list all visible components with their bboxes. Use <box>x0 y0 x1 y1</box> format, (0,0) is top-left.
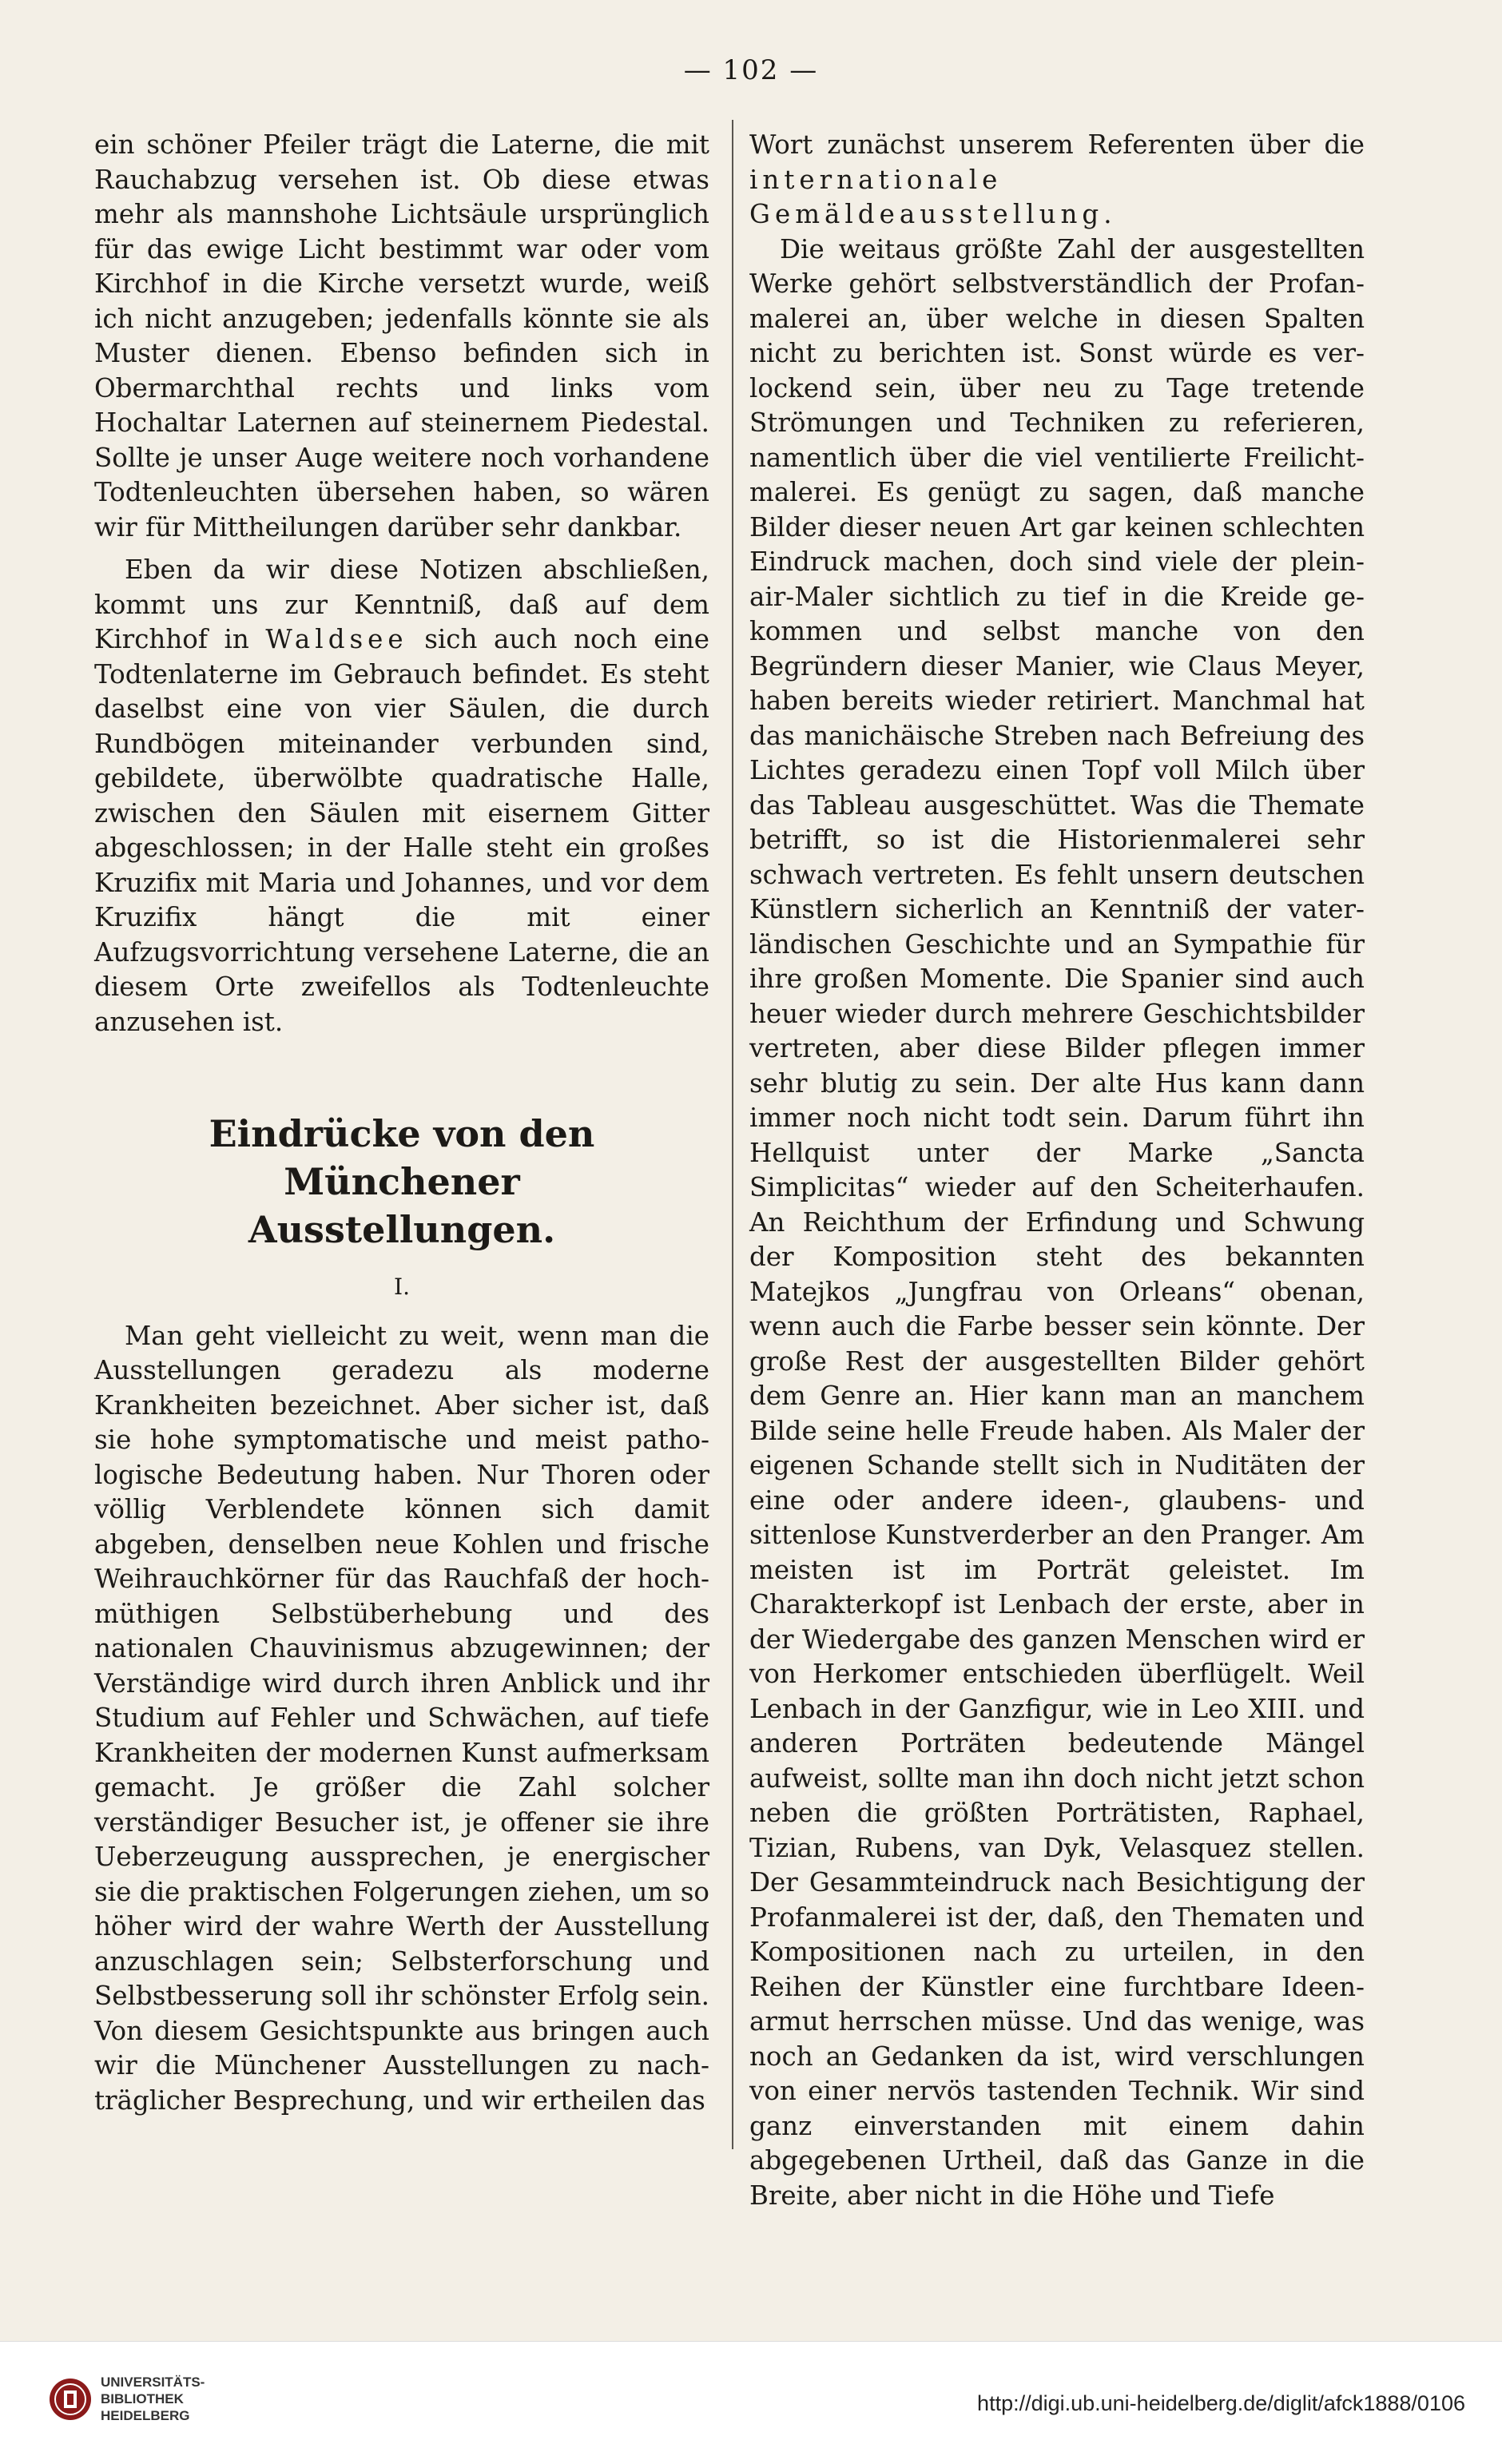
article-heading-line: Eindrücke von den Münchener <box>209 1112 595 1203</box>
paragraph: Die weitaus größte Zahl der ausgestellten Werke gehört selbstverständlich der Profanmalerei an, über welche in diesen Spalten nicht zu berichten ist. Sonst würde es verlockend sein, über neu zu Tage tretende Strömungen und Techniken zu referieren, namentlich über die viel ventilierte Freilichtmalerei. Es genügt zu sagen, daß manche Bilder dieser neuen Art gar keinen schlechten Eindruck machen, doch sind viele der plein-air-Maler sichtlich zu tief in die Kreide gekommen und selbst manche von den Begründern dieser Manier, wie Claus Meyer, haben bereits wieder retiriert. Manchmal hat das manichäische Streben nach Befreiung des Lichtes geradezu einen Topf voll Milch über das Tableau ausgeschüttet. Was die Themate betrifft, so ist die Historienmalerei sehr schwach vertreten. Es fehlt unsern deutschen Künstlern sicherlich an Kenntniß der vaterländischen Geschichte und an Sympathie für ihre großen Momente. Die Spanier sind auch heuer wieder durch mehrere Geschichtsbilder vertreten, aber diese Bilder pflegen immer sehr blutig zu sein. Der alte Hus kann dann immer noch nicht todt sein. Darum führt ihn Hellquist unter der Marke „Sancta Simplicitas“ wieder auf den Scheiterhaufen. An Reichthum der Erfindung und Schwung der Komposition steht des bekannten Matejkos „Jungfrau von Orleans“ obenan, wenn auch die Farbe besser sein könnte. Der große Rest der ausgestellten Bilder gehört dem Genre an. Hier kann man an manchem Bilde seine helle Freude haben. Als Maler der eigenen Schande stellt sich in Nuditäten der eine oder andere ideen-, glaubens- und sittenlose Kunstverderber an den Pranger. Am meisten ist im Porträt geleistet. Im Charakterkopf ist Lenbach der erste, aber in der Wiedergabe des ganzen Menschen wird er von Herkomer entschieden überflügelt. Weil Lenbach in der Ganzfigur, wie in Leo XIII. und anderen Porträten bedeutende Mängel aufweist, sollte man ihn doch nicht jetzt schon neben die größten Porträtisten, Raphael, Tizian, Rubens, van Dyk, Velasquez stellen. Der Gesammteindruck nach Besichtigung der Profanmalerei ist der, daß, den Thematen und Kompositionen nach zu urteilen, in den Reihen der Künstler eine furchtbare Ideenarmut herrschen müsse. Und das wenige, was noch an Gedanken da ist, wird verschlungen von einer nervös tastenden Technik. Wir sind ganz einverstanden mit einem dahin abgegebenen Urtheil, daß das Ganze in die Breite, aber nicht in die Höhe und Tiefe <box>749 233 1365 2211</box>
article-heading <box>94 1110 709 1254</box>
place-name: Waldsee <box>265 624 408 654</box>
paragraph-text: sich auch noch eine Todtenlaterne im Gebrauch befindet. Es steht daselbst eine von vier Säulen, die durch Rundbögen miteinander verbunden sind, gebildete, überwölbte quadratische Halle, zwischen den Säulen mit eisernem Gitter abgeschlossen; in der Halle steht ein großes Kruzifix mit Maria und Johannes, und vor dem Kruzifix hängt die mit einer Aufzugsvorrichtung versehene Laterne, die an diesem Orte zweifellos als Todtenleuchte anzusehen ist. <box>94 624 709 1037</box>
paragraph: ein schöner Pfeiler trägt die Laterne, die mit Rauchabzug versehen ist. Ob diese etwas mehr als mannshohe Lichtsäule ursprünglich für das ewige Licht bestimmt war oder vom Kirchhof in die Kirche versetzt wurde, weiß ich nicht anzugeben; jedenfalls könnte sie als Muster dienen. Ebenso befinden sich in Obermarchthal rechts und links vom Hochaltar Laternen auf steinernem Piedestal. Sollte je unser Auge weitere noch vorhandene Todtenleuchten übersehen haben, so wären wir für Mittheilungen darüber sehr dankbar. <box>94 129 709 542</box>
exhibition-title: internationale Gemäldeausstellung. <box>749 164 1117 229</box>
source-url-link[interactable]: http://digi.ub.uni-heidelberg.de/diglit/afck1888/0106 <box>977 2391 1465 2415</box>
paragraph-text: Eben da wir diese Notizen abschließen, kommt uns zur Kenntniß, daß auf dem Kirchhof in <box>94 554 709 654</box>
library-logo-text <box>101 2374 205 2424</box>
right-column <box>749 128 1365 2213</box>
paragraph <box>749 128 1365 232</box>
logo-line: BIBLIOTHEK <box>101 2391 184 2406</box>
column-divider <box>732 120 733 2149</box>
left-column <box>94 128 709 2118</box>
footer <box>0 2341 1502 2464</box>
university-seal-icon <box>48 2377 93 2422</box>
logo-line: HEIDELBERG <box>101 2408 190 2423</box>
paragraph: Man geht vielleicht zu weit, wenn man die Ausstellungen geradezu als moderne Krankheiten bezeichnet. Aber sicher ist, daß sie hohe symptomatische und meist pathologische Bedeutung haben. Nur Thoren oder völlig Verblendete können sich damit abgeben, denselben neue Kohlen und frische Weihrauchkörner für das Rauchfaß der hochmüthigen Selbstüberhebung und des nationalen Chauvinismus abzugewinnen; der Verständige wird durch ihren Anblick und ihr Studium auf Fehler und Schwächen, auf tiefe Krankheiten der modernen Kunst aufmerksam gemacht. Je größer die Zahl solcher verständiger Besucher ist, je offener sie ihre Ueberzeugung aussprechen, je energischer sie die praktischen Folgerungen ziehen, um so höher wird der wahre Werth der Ausstellung anzuschlagen sein; Selbsterforschung und Selbstbesserung soll ihr schönster Erfolg sein. Von diesem Gesichtspunkte aus bringen auch wir die Münchener Ausstellungen zu nachträglicher Besprechung, und wir ertheilen das <box>94 1320 709 2116</box>
article-heading-line: Ausstellungen. <box>248 1208 556 1251</box>
page-number: — 102 — <box>683 54 819 86</box>
section-number: I. <box>394 1274 410 1300</box>
paragraph <box>94 553 709 1039</box>
paragraph-text: Wort zunächst unserem Referenten über die <box>749 129 1365 160</box>
logo-line: UNIVERSITÄTS- <box>101 2375 205 2390</box>
